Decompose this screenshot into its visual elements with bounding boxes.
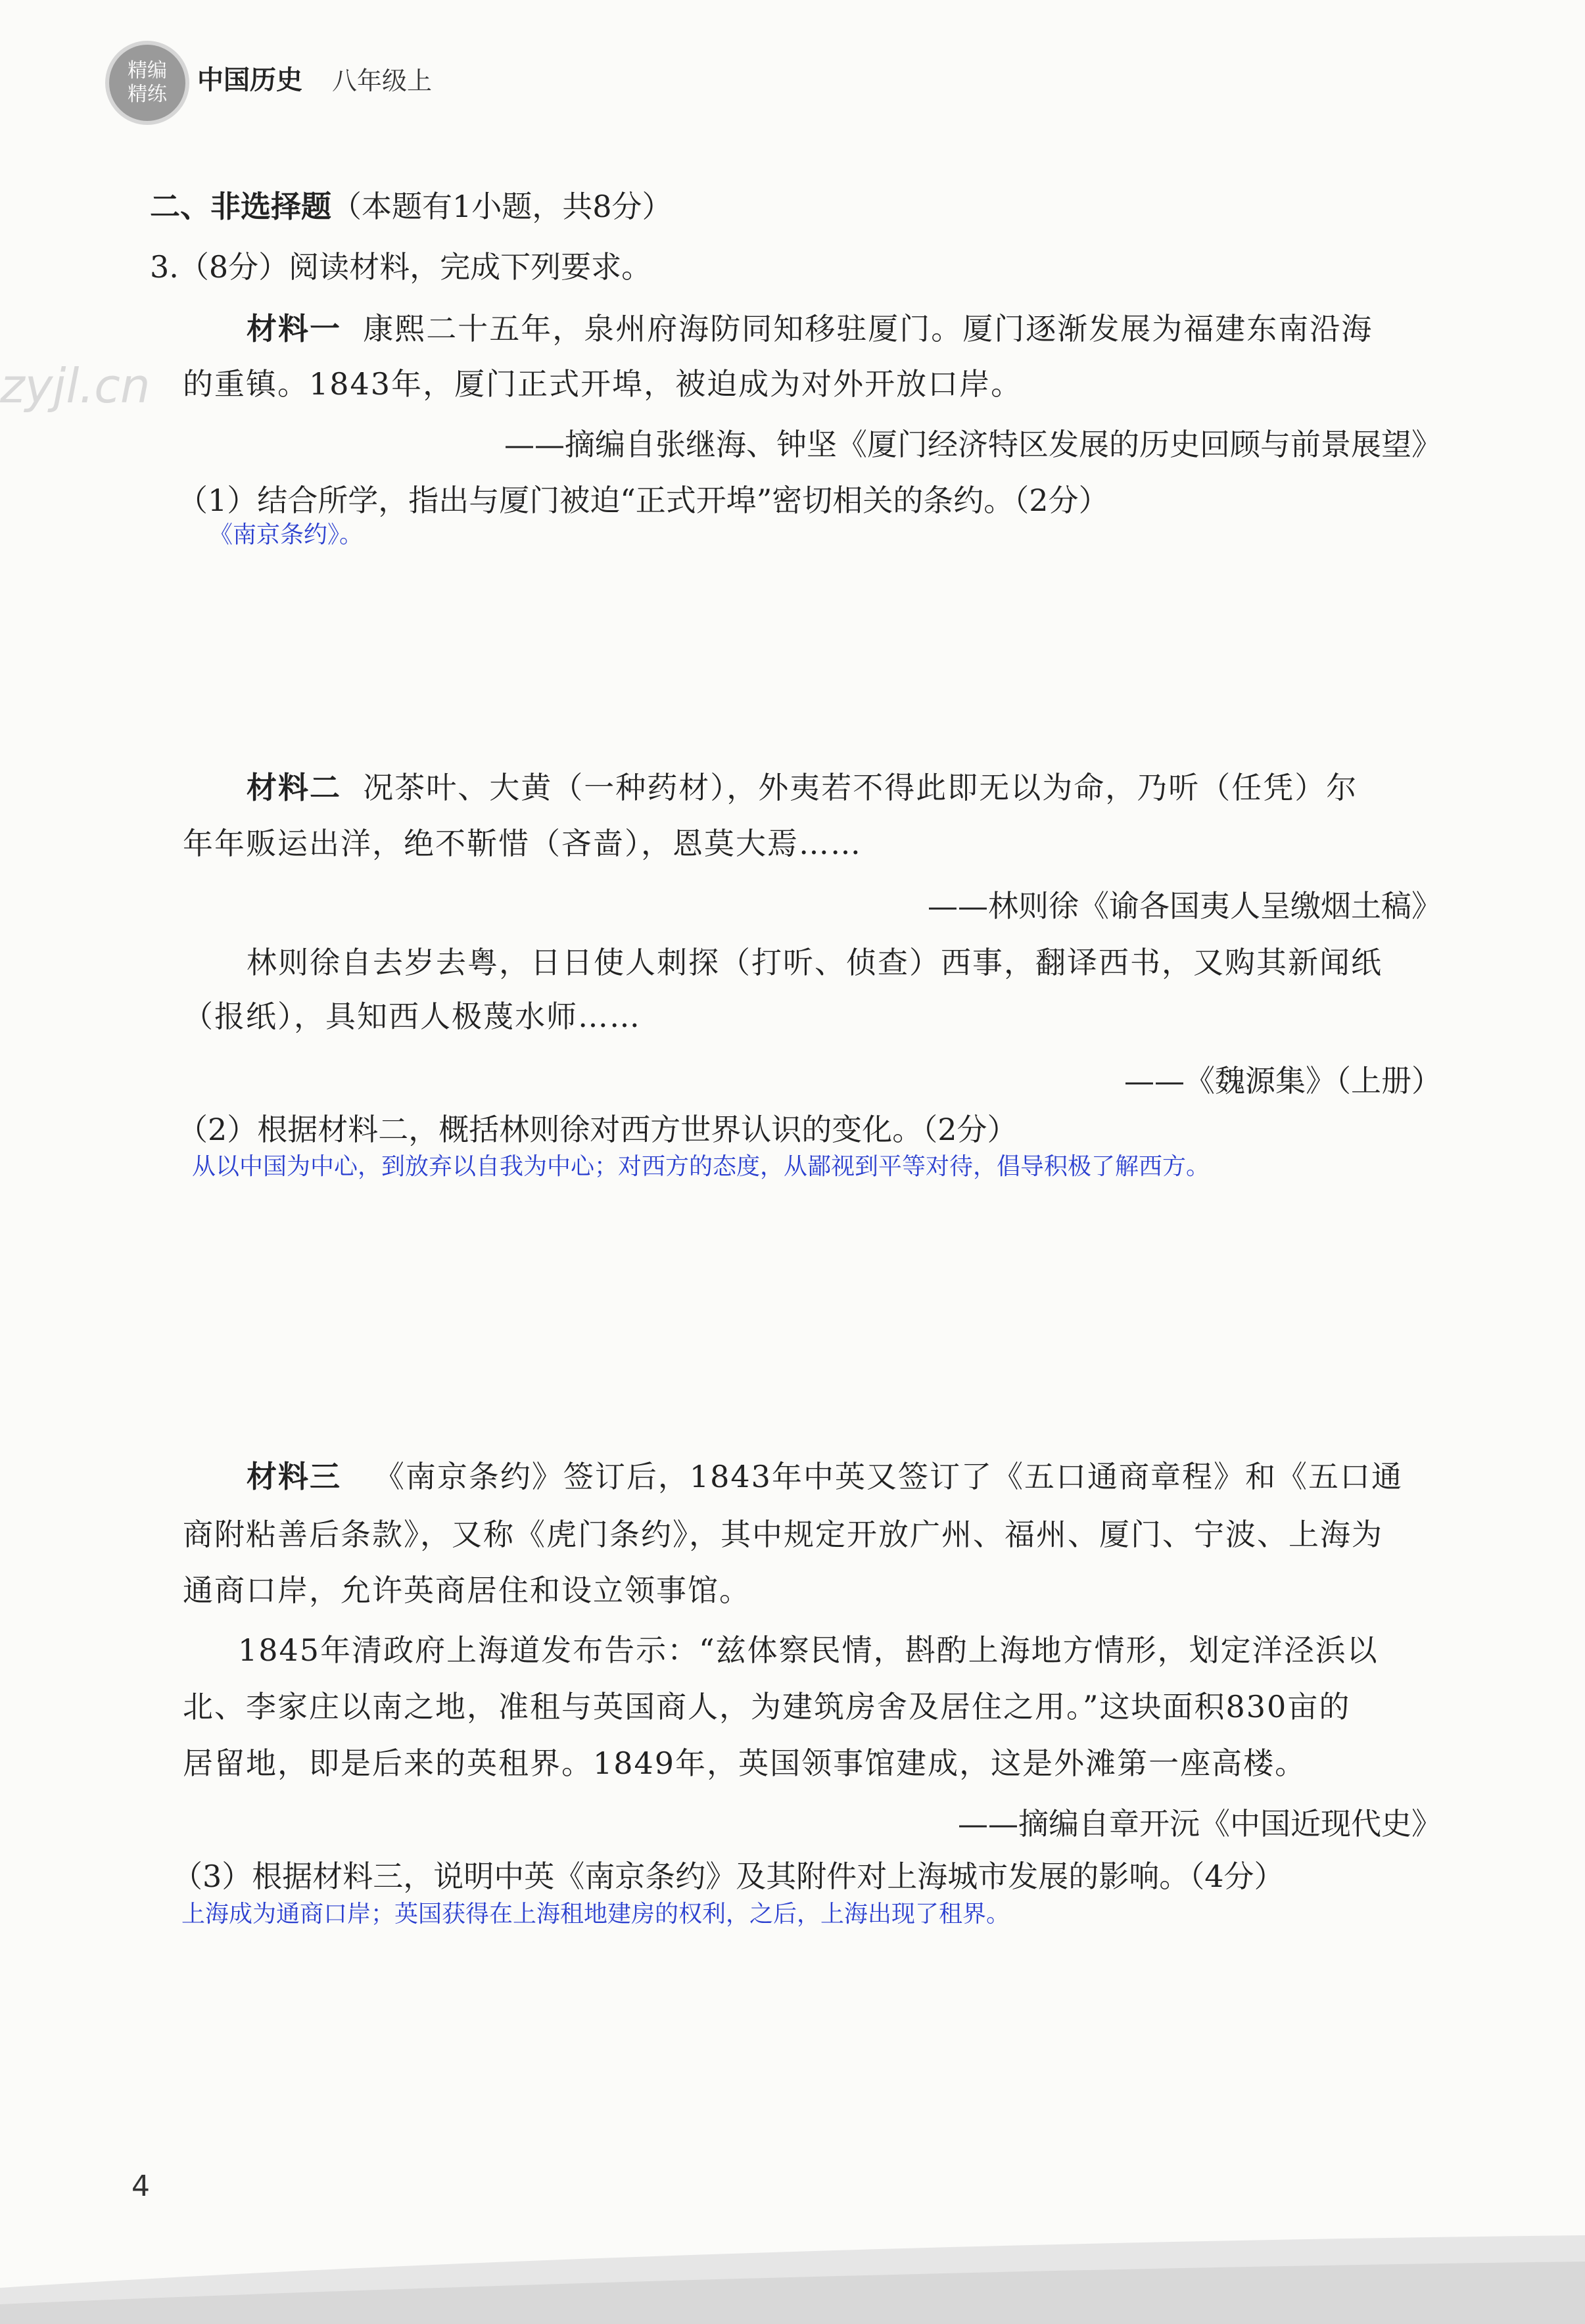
question2: （2）根据材料二，概括林则徐对西方世界认识的变化。（2分） xyxy=(177,1112,1018,1147)
material3-text1: 《南京条约》签订后，1843年中英又签订了《五口通商章程》和《五口通 xyxy=(373,1459,1403,1494)
watermark: zyjl.cn xyxy=(0,358,151,414)
material3-line3: 通商口岸，允许英商居住和设立领事馆。 xyxy=(183,1573,751,1608)
material3-line6: 居留地，即是后来的英租界。1849年，英国领事馆建成，这是外滩第一座高楼。 xyxy=(183,1745,1307,1781)
material2-source1: ——林则徐《谕各国夷人呈缴烟土稿》 xyxy=(928,888,1442,924)
badge-line1: 精编 xyxy=(128,59,167,82)
material3-label: 材料三 xyxy=(247,1459,341,1494)
material1-text1: 康熙二十五年，泉州府海防同知移驻厦门。厦门逐渐发展为福建东南沿海 xyxy=(363,311,1373,346)
material3-source: ——摘编自章开沅《中国近现代史》 xyxy=(958,1806,1442,1841)
material2-source2: ——《魏源集》（上册） xyxy=(1124,1063,1442,1099)
material2-label: 材料二 xyxy=(247,770,341,805)
material3-line2: 商附粘善后条款》，又称《虎门条约》，其中规定开放广州、福州、厦门、宁波、上海为 xyxy=(183,1517,1383,1552)
material2-line2: 年年贩运出洋，绝不靳惜（吝啬），恩莫大焉…… xyxy=(183,826,862,861)
book-grade: 八年级上 xyxy=(332,66,433,95)
material1-line2: 的重镇。1843年，厦门正式开埠，被迫成为对外开放口岸。 xyxy=(183,366,1023,402)
question3-answer: 上海成为通商口岸；英国获得在上海租地建房的权利，之后，上海出现了租界。 xyxy=(181,1901,1010,1928)
question2-answer: 从以中国为中心，到放弃以自我为中心；对西方的态度，从鄙视到平等对待，倡导积极了解西方。 xyxy=(192,1153,1210,1180)
page-number: 4 xyxy=(131,2170,150,2203)
material3-line1 xyxy=(247,1453,1403,1496)
section-title: 二、非选择题 xyxy=(150,189,331,224)
book-logo-badge xyxy=(105,41,189,125)
question-intro: 3.（8分）阅读材料，完成下列要求。 xyxy=(150,249,652,285)
material1-source: ——摘编自张继海、钟坚《厦门经济特区发展的历史回顾与前景展望》 xyxy=(504,427,1442,462)
section-note: （本题有1小题，共8分） xyxy=(331,189,673,224)
material3-line5: 北、李家庄以南之地，准租与英国商人，为建筑房舍及居住之用。”这块面积830亩的 xyxy=(183,1689,1351,1724)
question3: （3）根据材料三，说明中英《南京条约》及其附件对上海城市发展的影响。（4分） xyxy=(172,1859,1285,1894)
section-heading xyxy=(150,183,673,226)
material2-line4: （报纸），具知西人极蔑水师…… xyxy=(183,999,641,1034)
material2-line1 xyxy=(247,764,1358,807)
material2-line3: 林则徐自去岁去粤，日日使人刺探（打听、侦查）西事，翻译西书，又购其新闻纸 xyxy=(247,945,1383,980)
material2-text1: 况茶叶、大黄（一种药材），外夷若不得此即无以为命，乃听（任凭）尔 xyxy=(363,770,1358,805)
footer-decoration xyxy=(0,2222,1585,2324)
material1-label: 材料一 xyxy=(247,311,341,346)
question1: （1）结合所学，指出与厦门被迫“正式开埠”密切相关的条约。（2分） xyxy=(177,483,1109,518)
material1-line1 xyxy=(247,305,1373,348)
question1-answer: 《南京条约》。 xyxy=(209,521,364,548)
book-title: 中国历史 xyxy=(197,65,302,95)
badge-line2: 精练 xyxy=(128,83,167,106)
material3-line4: 1845年清政府上海道发布告示：“兹体察民情，斟酌上海地方情形，划定洋泾浜以 xyxy=(238,1632,1379,1668)
